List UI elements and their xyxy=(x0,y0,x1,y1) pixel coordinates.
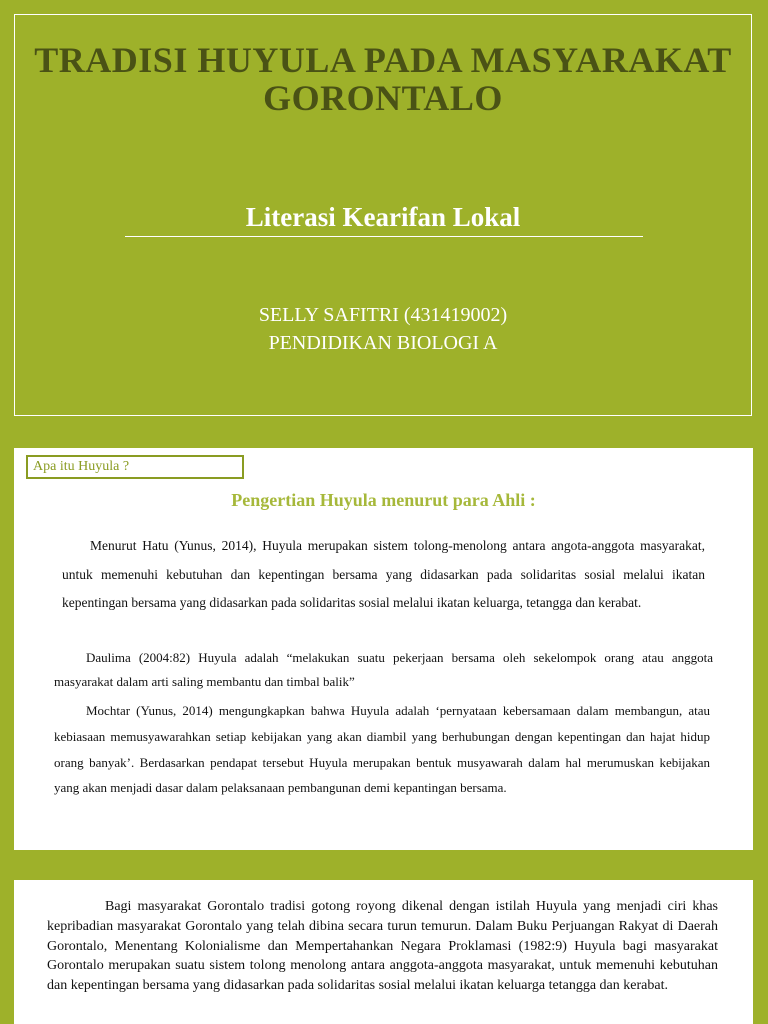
presentation-title: TRADISI HUYULA PADA MASYARAKAT GORONTALO xyxy=(34,40,732,118)
author-program: PENDIDIKAN BIOLOGI A xyxy=(268,332,498,354)
presentation-subtitle: Literasi Kearifan Lokal xyxy=(245,202,521,232)
section-heading: Pengertian Huyula menurut para Ahli : xyxy=(231,490,536,510)
author-block xyxy=(15,301,751,357)
author-name: SELLY SAFITRI (431419002) xyxy=(258,304,508,326)
paragraph-daulima: Daulima (2004:82) Huyula adalah “melakukan suatu pekerjaan bersama oleh sekelompok orang atau anggota masyarakat dalam arti saling membantu dan timbal balik” xyxy=(54,650,713,689)
question-label: Apa itu Huyula ? xyxy=(26,455,244,479)
title-slide xyxy=(14,14,752,416)
explanation-slide xyxy=(14,880,753,1024)
subtitle-underline xyxy=(125,236,643,237)
definition-slide xyxy=(14,448,753,850)
paragraph-mochtar: Mochtar (Yunus, 2014) mengungkapkan bahwa Huyula adalah ‘pernyataan kebersamaan dalam membangun, atau kebiasaan memusyawarahkan setiap kebijakan yang akan diambil yang berhubungan dengan kepentingan dan hajat hidup orang banyak’. Berdasarkan pendapat tersebut Huyula merupakan bentuk musyawarah dalam hal merumuskan kebijakan yang akan menjadi dasar dalam pelaksanaan pembangunan demi kepantingan bersama. xyxy=(54,703,710,796)
paragraph-gorontalo: Bagi masyarakat Gorontalo tradisi gotong royong dikenal dengan istilah Huyula yang menjadi ciri khas kepribadian masyarakat Gorontalo yang telah dibina secara turun temurun. Dalam Buku Perjuangan Rakyat di Daerah Gorontalo, Menentang Kolonialisme dan Mempertahankan Negara Proklamasi (1982:9) Huyula bagi masyarakat Gorontalo merupakan suatu sistem tolong menolong antara anggota-anggota masyarakat, untuk memenuhi kebutuhan dan kepentingan bersama yang didasarkan pada solidaritas sosial melalui ikatan keluarga tetangga dan kerabat. xyxy=(47,899,718,994)
paragraph-hatu: Menurut Hatu (Yunus, 2014), Huyula merupakan sistem tolong-menolong antara angota-anggota masyarakat, untuk memenuhi kebutuhan dan kepentingan bersama yang didasarkan pada solidaritas sosial melalui ikatan kepentingan bersama yang didasarkan pada solidaritas sosial melalui ikatan keluarga, tetangga dan kerabat. xyxy=(62,538,705,610)
